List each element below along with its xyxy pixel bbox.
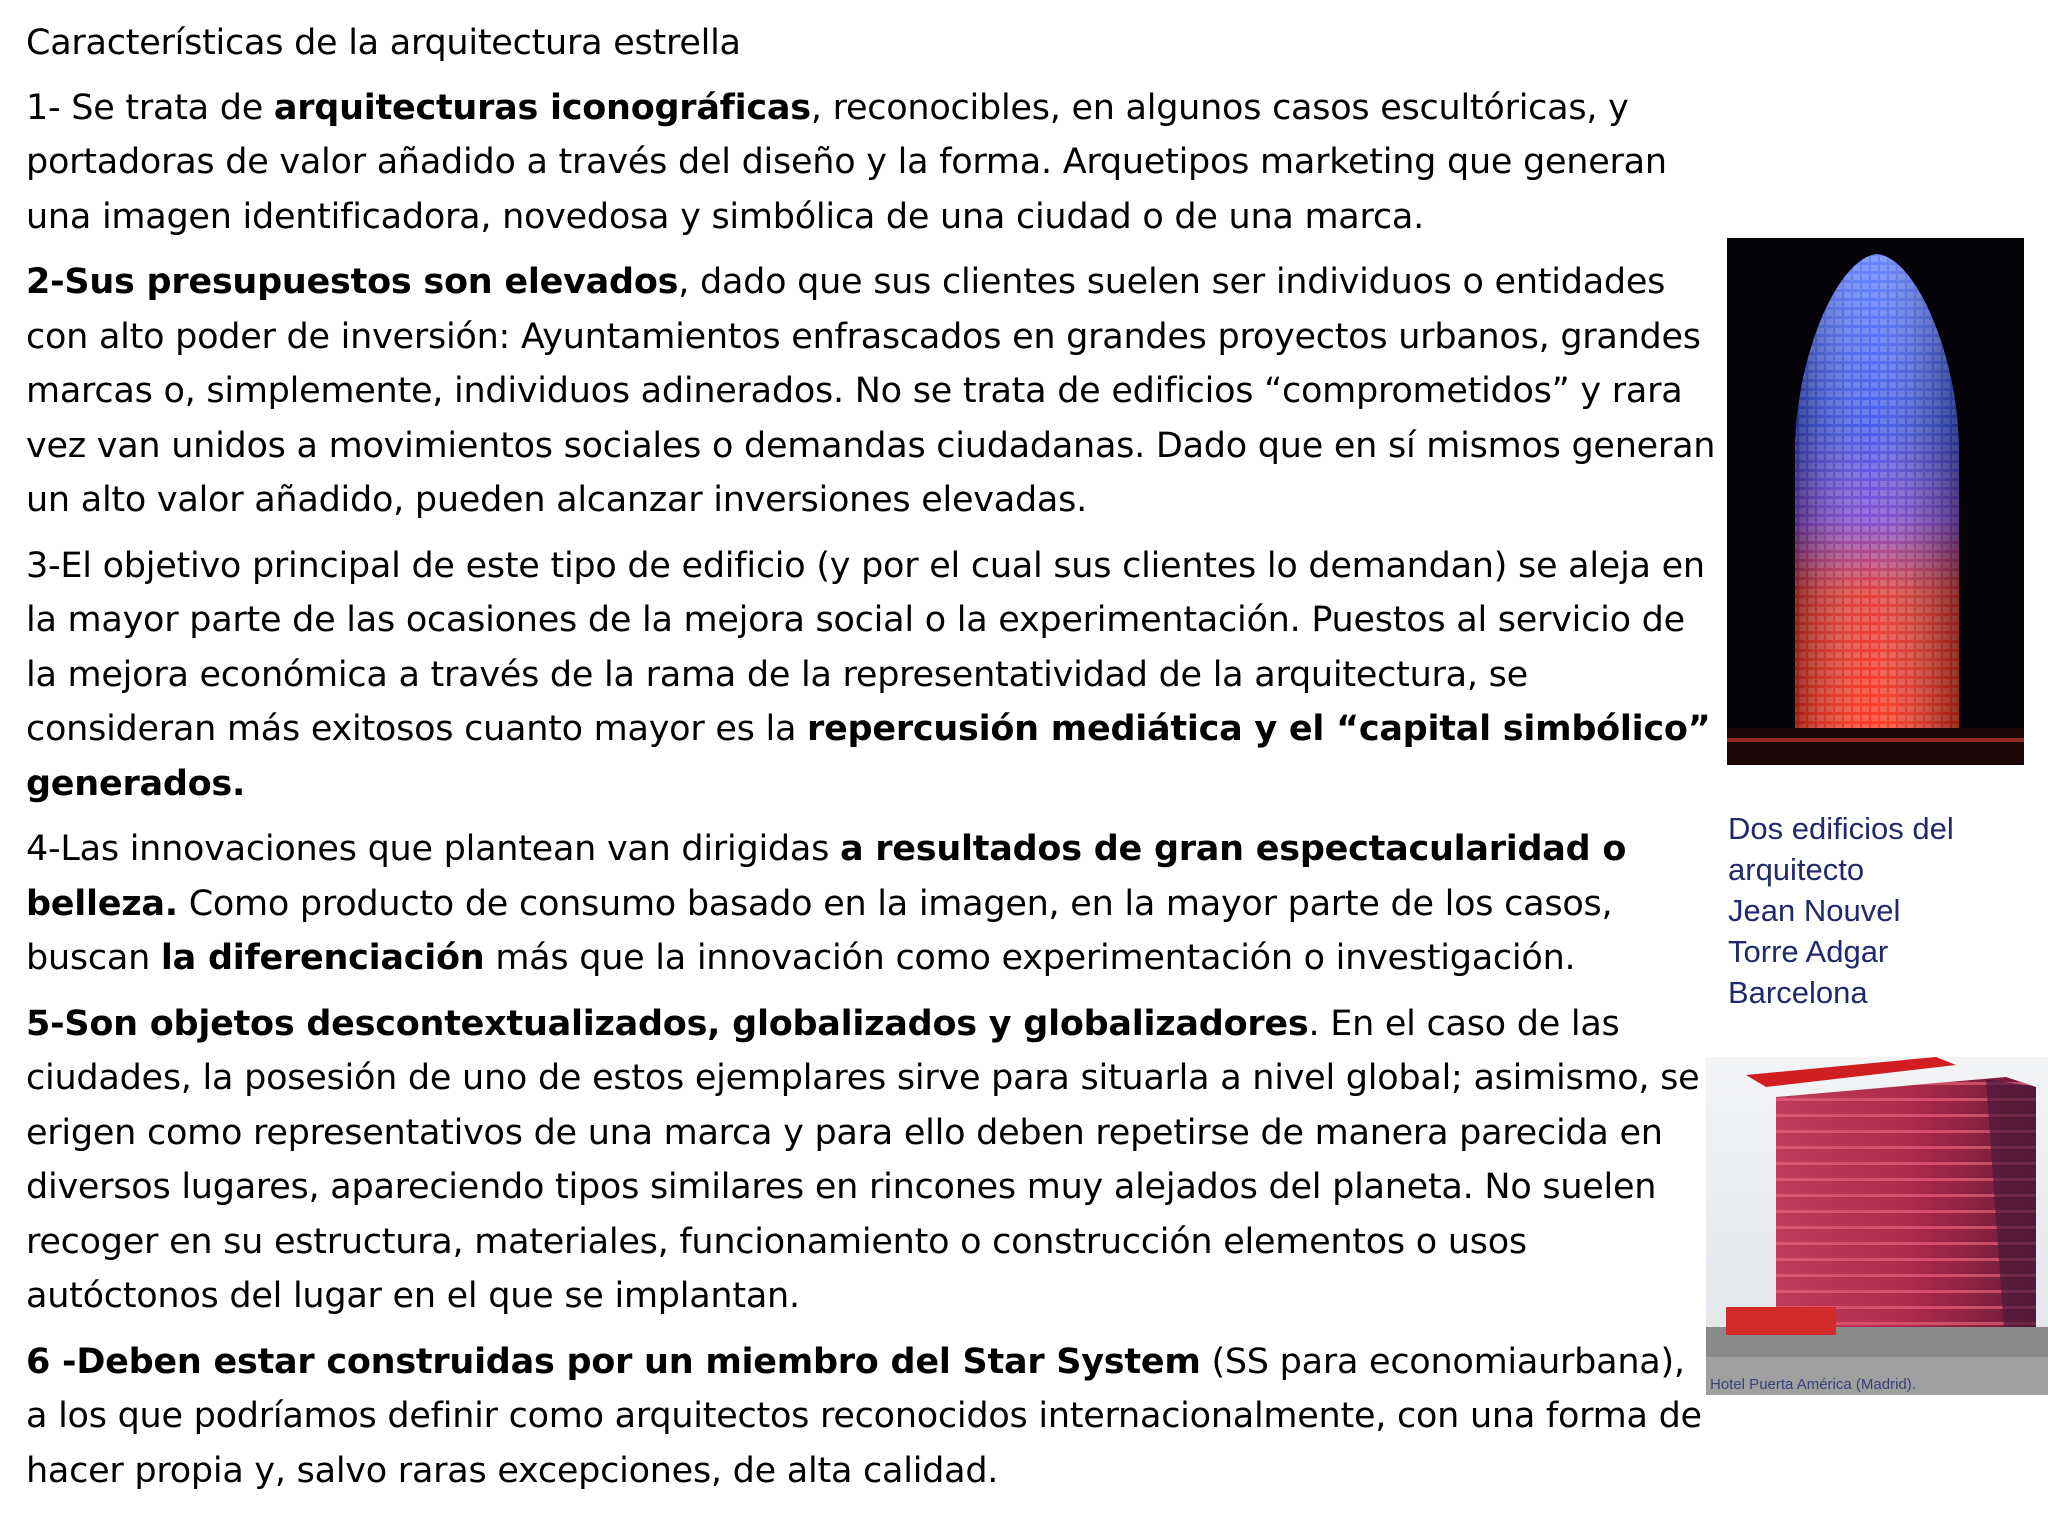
tower-illustration xyxy=(1727,238,2024,765)
paragraph-run: Como producto de consumo basado en la imagen, en la mayor parte de los casos, buscan xyxy=(26,883,1613,978)
caption-line: Dos edificios del xyxy=(1728,811,1954,846)
paragraph-run: 4-Las innovaciones que plantean van dirigidas xyxy=(26,829,840,869)
paragraph-4 xyxy=(26,822,1716,986)
text-column xyxy=(26,16,1716,1509)
paragraph-run: más que la innovación como experimentación o investigación. xyxy=(484,938,1576,978)
paragraph-run: . En el caso de las ciudades, la posesión de uno de estos ejemplares sirve para situarla a nivel global; asimismo, se erigen como representativos de una marca y para ello deben repetirse de manera parecida en diversos lugares, apareciendo tipos similares en rincones muy alejados del planeta. No suelen recoger en su estructura, materiales, funcionamiento o construcción elementos o usos autóctonos del lugar en el que se implantan. xyxy=(26,1003,1700,1316)
paragraph-run: , dado que sus clientes suelen ser individuos o entidades con alto poder de inversión: Ayuntamientos enfrascados en grandes proyectos urbanos, grandes marcas o, simplemente, individuos adinerados. No se trata de edificios “comprometidos” y rara vez van unidos a movimientos sociales o demandas ciudadanas. Dado que en sí mismos generan un alto valor añadido, pueden alcanzar inversiones elevadas. xyxy=(26,262,1716,520)
torre-agbar-photo xyxy=(1727,238,2024,765)
paragraph-run-bold: 2-Sus presupuestos son elevados xyxy=(26,262,679,302)
paragraph-6 xyxy=(26,1335,1716,1499)
paragraph-run-bold: arquitecturas iconográficas xyxy=(273,87,811,128)
paragraph-run-bold: la diferenciación xyxy=(160,938,485,978)
paragraph-3 xyxy=(26,539,1716,812)
paragraph-run-bold: repercusión mediática y el “capital simbólico” generados. xyxy=(26,709,1711,804)
caption-line: Barcelona xyxy=(1728,975,1868,1010)
slide-title: Características de la arquitectura estrella xyxy=(26,23,741,63)
figure-caption xyxy=(1728,808,2028,1013)
caption-line: arquitecto xyxy=(1728,852,1865,887)
paragraph-1 xyxy=(26,81,1716,245)
paragraph-run: 1- Se trata de xyxy=(26,87,274,128)
paragraph-run-bold: 5-Son objetos descontextualizados, globalizados y globalizadores xyxy=(26,1003,1309,1044)
paragraph-2 xyxy=(26,255,1716,528)
paragraph-5 xyxy=(26,997,1716,1324)
paragraph-run: , reconocibles, en algunos casos escultóricas, y portadoras de valor añadido a través del diseño y la forma. Arquetipos marketing que generan una imagen identificadora, novedosa y simbólica de una ciudad o de una marca. xyxy=(26,87,1667,237)
paragraph-run-bold: 6 -Deben estar construidas por un miembro del Star System xyxy=(26,1341,1201,1382)
caption-line: Torre Adgar xyxy=(1728,934,1889,969)
paragraph-run-bold: a resultados de gran espectacularidad o belleza. xyxy=(26,829,1627,924)
paragraph-run: (SS para economiaurbana), a los que podríamos definir como arquitectos reconocidos internacionalmente, con una forma de hacer propia y, salvo raras excepciones, de alta calidad. xyxy=(26,1341,1702,1491)
hotel-puerta-america-photo xyxy=(1706,1057,2048,1395)
paragraph-run: 3-El objetivo principal de este tipo de edificio (y por el cual sus clientes lo demandan) se aleja en la mayor parte de las ocasiones de la mejora social o la experimentación. Puestos al servicio de la mejora económica a través de la rama de la representatividad de la arquitectura, se consideran más exitosos cuanto mayor es la xyxy=(26,545,1705,749)
hotel-illustration xyxy=(1706,1057,2048,1395)
caption-line: Jean Nouvel xyxy=(1728,893,1901,928)
hotel-photo-credit: Hotel Puerta América (Madrid). xyxy=(1710,1376,1916,1393)
